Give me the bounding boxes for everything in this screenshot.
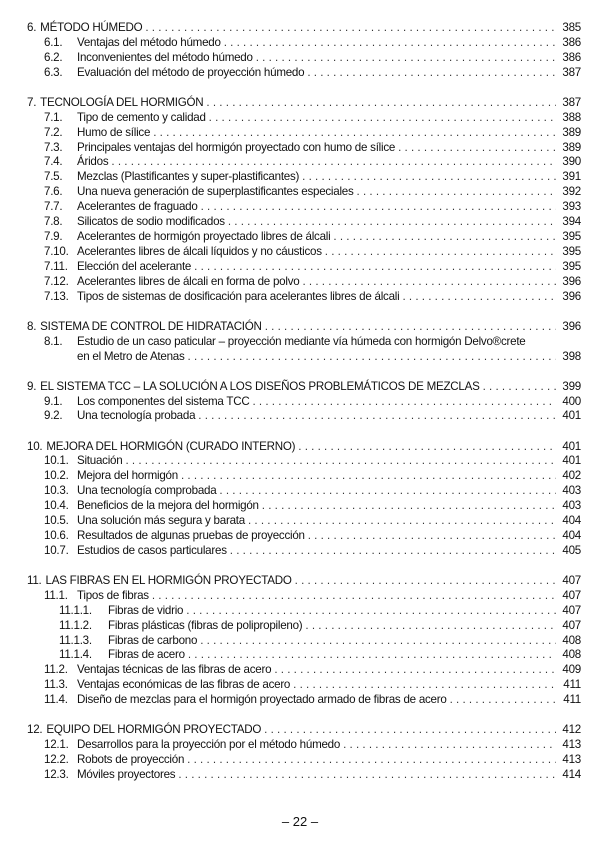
- entry-page: 396: [562, 274, 581, 288]
- entry-page: 388: [562, 110, 581, 124]
- dot-leader: [307, 66, 556, 81]
- entry-page: 403: [562, 499, 581, 513]
- entry-title: Fibras plásticas (fibras de polipropileno): [108, 618, 303, 632]
- dot-leader: [125, 454, 556, 469]
- entry-number: 7.7.: [44, 200, 63, 214]
- dot-leader: [224, 36, 556, 51]
- entry-title: Fibras de acero: [108, 648, 185, 662]
- toc-entry[interactable]: [27, 111, 581, 126]
- dot-leader: [295, 574, 556, 589]
- dot-leader: [188, 350, 556, 365]
- entry-title: Elección del acelerante: [77, 259, 192, 273]
- entry-number: 10.6.: [44, 528, 69, 542]
- entry-number: 11.4.: [44, 693, 68, 707]
- entry-page: 402: [562, 469, 581, 483]
- dot-leader: [308, 529, 556, 544]
- entry-page: 395: [562, 229, 581, 243]
- entry-number: 8.1.: [44, 334, 63, 348]
- dot-leader: [450, 693, 556, 708]
- entry-title: Acelerantes de hormigón proyectado libres de álcali: [77, 229, 331, 243]
- entry-page: 411: [563, 693, 581, 707]
- entry-page: 395: [562, 259, 581, 273]
- entry-title: TECNOLOGÍA DEL HORMIGÓN: [40, 95, 204, 109]
- dot-leader: [111, 155, 556, 170]
- toc-entry[interactable]: [27, 693, 581, 708]
- entry-page: 400: [562, 394, 581, 408]
- dot-leader: [206, 96, 556, 111]
- dot-leader: [194, 260, 556, 275]
- dot-leader: [256, 51, 556, 66]
- dot-leader: [298, 440, 556, 455]
- entry-page: 398: [562, 349, 581, 363]
- entry-title: Diseño de mezclas para el hormigón proyectado armado de fibras de acero: [77, 693, 447, 707]
- entry-title: Acelerantes de fraguado: [77, 200, 198, 214]
- entry-title: Mezclas (Plastificantes y super-plastificantes): [77, 170, 300, 184]
- dot-leader: [265, 320, 556, 335]
- entry-page: 413: [562, 753, 581, 767]
- toc-section: [27, 574, 581, 708]
- entry-page: 391: [562, 170, 581, 184]
- toc-entry[interactable]: [27, 604, 581, 619]
- entry-number: 7.9.: [44, 229, 63, 243]
- toc-chapter-entry[interactable]: [27, 320, 581, 335]
- entry-title: Estudio de un caso paticular – proyección mediante vía húmeda con hormigón Delvo®crete: [77, 334, 526, 348]
- toc-chapter-entry[interactable]: [27, 21, 581, 36]
- entry-number: 12.2.: [44, 753, 69, 767]
- entry-page: 407: [562, 603, 581, 617]
- toc-entry[interactable]: [27, 185, 581, 200]
- toc-entry[interactable]: [27, 215, 581, 230]
- toc-section: [27, 723, 581, 783]
- entry-number: 7.13.: [44, 289, 69, 303]
- dot-leader: [145, 21, 556, 36]
- entry-title: EQUIPO DEL HORMIGÓN PROYECTADO: [46, 723, 262, 737]
- toc-chapter-entry[interactable]: [27, 380, 581, 395]
- entry-title-continued: en el Metro de Atenas: [77, 349, 185, 363]
- toc-section: [27, 380, 581, 425]
- toc-entry[interactable]: [27, 409, 581, 424]
- entry-page: 403: [562, 484, 581, 498]
- toc-entry[interactable]: [27, 290, 581, 305]
- entry-number: 7.4.: [44, 155, 63, 169]
- entry-page: 394: [562, 215, 581, 229]
- entry-title: Los componentes del sistema TCC: [77, 394, 250, 408]
- toc-entry[interactable]: [27, 544, 581, 559]
- entry-page: 401: [562, 439, 581, 453]
- entry-title: EL SISTEMA TCC – LA SOLUCIÓN A LOS DISEÑOS PROBLEMÁTICOS DE MEZCLAS: [40, 379, 480, 393]
- dot-leader: [333, 230, 556, 245]
- entry-title: Fibras de vidrio: [108, 603, 184, 617]
- toc-entry[interactable]: [27, 51, 581, 66]
- entry-page: 401: [562, 454, 581, 468]
- toc-entry[interactable]: [27, 335, 581, 350]
- entry-number: 10.1.: [44, 454, 69, 468]
- entry-title: Resultados de algunas pruebas de proyección: [77, 528, 305, 542]
- entry-title: Ventajas del método húmedo: [77, 35, 221, 49]
- entry-number: 6.2.: [44, 50, 63, 64]
- entry-number: 10.3.: [44, 484, 69, 498]
- dot-leader: [343, 738, 556, 753]
- entry-title: Ventajas económicas de las fibras de acero: [77, 678, 291, 692]
- toc-entry[interactable]: [27, 260, 581, 275]
- entry-page: 401: [562, 409, 581, 423]
- dot-leader: [398, 141, 556, 156]
- entry-title: Evaluación del método de proyección húmedo: [77, 65, 305, 79]
- toc-entry-continuation[interactable]: [27, 350, 581, 365]
- entry-title: Ventajas técnicas de las fibras de acero: [77, 663, 272, 677]
- entry-number: 10.: [27, 439, 43, 453]
- toc-entry[interactable]: [27, 514, 581, 529]
- dot-leader: [181, 469, 556, 484]
- entry-number: 11.2.: [44, 663, 68, 677]
- entry-page: 389: [562, 140, 581, 154]
- entry-page: 385: [562, 21, 581, 34]
- entry-page: 407: [562, 588, 581, 602]
- entry-title: Una tecnología probada: [77, 409, 196, 423]
- entry-title: Estudios de casos particulares: [77, 543, 227, 557]
- toc-entry[interactable]: [27, 648, 581, 663]
- entry-number: 11.1.3.: [59, 633, 92, 647]
- entry-number: 6.1.: [44, 35, 63, 49]
- dot-leader: [483, 380, 556, 395]
- entry-page: 387: [562, 65, 581, 79]
- entry-number: 7.8.: [44, 215, 63, 229]
- toc-entry[interactable]: [27, 275, 581, 290]
- entry-number: 7.3.: [44, 140, 63, 154]
- entry-page: 387: [562, 95, 581, 109]
- toc-entry[interactable]: [27, 738, 581, 753]
- entry-title: MEJORA DEL HORMIGÓN (CURADO INTERNO): [46, 439, 296, 453]
- toc-section: [27, 21, 581, 81]
- entry-number: 7.10.: [44, 244, 69, 258]
- toc-entry[interactable]: [27, 753, 581, 768]
- toc-entry[interactable]: [27, 529, 581, 544]
- entry-title: Una nueva generación de superplastificantes especiales: [77, 185, 354, 199]
- entry-title: Humo de sílice: [77, 125, 151, 139]
- toc-chapter-entry[interactable]: [27, 574, 581, 589]
- entry-number: 10.2.: [44, 469, 69, 483]
- entry-page: 404: [562, 514, 581, 528]
- entry-title: Fibras de carbono: [108, 633, 198, 647]
- entry-title: Acelerantes libres de álcali líquidos y no cáusticos: [77, 244, 322, 258]
- entry-number: 12.: [27, 723, 43, 737]
- entry-title: MÉTODO HÚMEDO: [40, 21, 143, 34]
- entry-title: Mejora del hormigón: [77, 469, 178, 483]
- entry-page: 390: [562, 155, 581, 169]
- dot-leader: [252, 395, 556, 410]
- entry-number: 12.1.: [44, 738, 69, 752]
- dot-leader: [209, 111, 556, 126]
- entry-page: 396: [562, 319, 581, 333]
- toc-entry[interactable]: [27, 155, 581, 170]
- entry-number: 12.3.: [44, 768, 69, 781]
- entry-title: Inconvenientes del método húmedo: [77, 50, 253, 64]
- entry-page: 409: [562, 663, 581, 677]
- toc-entry[interactable]: [27, 484, 581, 499]
- toc-chapter-entry[interactable]: [27, 440, 581, 455]
- entry-page: 393: [562, 200, 581, 214]
- entry-number: 11.1.: [44, 588, 68, 602]
- entry-number: 10.7.: [44, 543, 69, 557]
- entry-number: 7.1.: [44, 110, 63, 124]
- dot-leader: [201, 200, 556, 215]
- entry-number: 10.5.: [44, 514, 69, 528]
- entry-title: Desarrollos para la proyección por el método húmedo: [77, 738, 341, 752]
- entry-title: Una tecnología comprobada: [77, 484, 217, 498]
- dot-leader: [293, 678, 556, 693]
- toc-entry[interactable]: [27, 634, 581, 649]
- entry-title: Tipo de cemento y calidad: [77, 110, 206, 124]
- dot-leader: [357, 185, 556, 200]
- entry-page: 412: [562, 723, 581, 737]
- toc-entry[interactable]: [27, 66, 581, 81]
- dot-leader: [302, 275, 556, 290]
- entry-number: 7.12.: [44, 274, 69, 288]
- entry-title: Principales ventajas del hormigón proyectado con humo de sílice: [77, 140, 396, 154]
- toc-section: [27, 440, 581, 559]
- dot-leader: [219, 484, 556, 499]
- entry-number: 6.: [27, 21, 37, 34]
- entry-page: 414: [562, 768, 581, 781]
- entry-number: 7.2.: [44, 125, 63, 139]
- entry-number: 11.1.2.: [59, 618, 92, 632]
- dot-leader: [274, 663, 556, 678]
- entry-number: 11.3.: [44, 678, 68, 692]
- entry-number: 11.1.4.: [59, 648, 92, 662]
- entry-title: Robots de proyección: [77, 753, 185, 767]
- toc-chapter-entry[interactable]: [27, 723, 581, 738]
- dot-leader: [302, 170, 556, 185]
- entry-title: Una solución más segura y barata: [77, 514, 245, 528]
- dot-leader: [186, 604, 556, 619]
- dot-leader: [200, 634, 556, 649]
- entry-number: 10.4.: [44, 499, 69, 513]
- entry-page: 392: [562, 185, 581, 199]
- entry-page: 386: [562, 50, 581, 64]
- entry-title: Móviles proyectores: [77, 768, 176, 781]
- toc-entry[interactable]: [27, 36, 581, 51]
- toc-entry[interactable]: [27, 245, 581, 260]
- entry-number: 7.6.: [44, 185, 63, 199]
- toc-section: [27, 96, 581, 305]
- toc-entry[interactable]: [27, 619, 581, 634]
- toc-entry[interactable]: [27, 141, 581, 156]
- entry-title: Áridos: [77, 155, 109, 169]
- entry-page: 405: [562, 543, 581, 557]
- dot-leader: [228, 215, 556, 230]
- entry-page: 395: [562, 244, 581, 258]
- toc-entry[interactable]: [27, 126, 581, 141]
- entry-number: 7.: [27, 95, 37, 109]
- entry-title: SISTEMA DE CONTROL DE HIDRATACIÓN: [40, 319, 262, 333]
- toc-chapter-entry[interactable]: [27, 96, 581, 111]
- dot-leader: [152, 589, 556, 604]
- entry-page: 389: [562, 125, 581, 139]
- entry-page: 407: [562, 618, 581, 632]
- dot-leader: [305, 619, 556, 634]
- entry-title: Beneficios de la mejora del hormigón: [77, 499, 259, 513]
- dot-leader: [325, 245, 556, 260]
- entry-number: 11.1.1.: [59, 603, 92, 617]
- table-of-contents: [27, 21, 581, 798]
- entry-title: Acelerantes libres de álcali en forma de polvo: [77, 274, 300, 288]
- entry-page: 407: [562, 573, 581, 587]
- dot-leader: [264, 723, 556, 738]
- toc-entry[interactable]: [27, 768, 581, 783]
- toc-entry[interactable]: [27, 395, 581, 410]
- toc-entry[interactable]: [27, 170, 581, 185]
- toc-section: [27, 320, 581, 365]
- entry-title: LAS FIBRAS EN EL HORMIGÓN PROYECTADO: [45, 573, 292, 587]
- entry-number: 7.5.: [44, 170, 63, 184]
- entry-title: Silicatos de sodio modificados: [77, 215, 225, 229]
- dot-leader: [178, 768, 556, 783]
- entry-number: 11.: [27, 573, 42, 587]
- entry-title: Situación: [77, 454, 123, 468]
- toc-entry[interactable]: [27, 454, 581, 469]
- entry-number: 8.: [27, 319, 37, 333]
- dot-leader: [230, 544, 556, 559]
- toc-entry[interactable]: [27, 499, 581, 514]
- entry-page: 411: [563, 678, 581, 692]
- dot-leader: [187, 753, 556, 768]
- entry-page: 386: [562, 35, 581, 49]
- dot-leader: [262, 499, 556, 514]
- dot-leader: [248, 514, 556, 529]
- entry-page: 408: [562, 633, 581, 647]
- entry-page: 396: [562, 289, 581, 303]
- entry-title: Tipos de sistemas de dosificación para acelerantes libres de álcali: [77, 289, 400, 303]
- entry-number: 9.1.: [44, 394, 63, 408]
- toc-entry[interactable]: [27, 589, 581, 604]
- entry-page: 413: [562, 738, 581, 752]
- entry-title: Tipos de fibras: [77, 588, 149, 602]
- dot-leader: [198, 409, 556, 424]
- entry-page: 404: [562, 528, 581, 542]
- toc-entry[interactable]: [27, 200, 581, 215]
- entry-number: 9.: [27, 379, 37, 393]
- toc-entry[interactable]: [27, 230, 581, 245]
- dot-leader: [188, 648, 556, 663]
- dot-leader: [153, 126, 556, 141]
- entry-page: 408: [562, 648, 581, 662]
- entry-number: 9.2.: [44, 409, 63, 423]
- toc-entry[interactable]: [27, 663, 581, 678]
- entry-number: 6.3.: [44, 65, 63, 79]
- toc-entry[interactable]: [27, 469, 581, 484]
- dot-leader: [402, 290, 556, 305]
- entry-number: 7.11.: [44, 259, 68, 273]
- page-number: – 22 –: [281, 814, 319, 829]
- entry-page: 399: [562, 379, 581, 393]
- toc-entry[interactable]: [27, 678, 581, 693]
